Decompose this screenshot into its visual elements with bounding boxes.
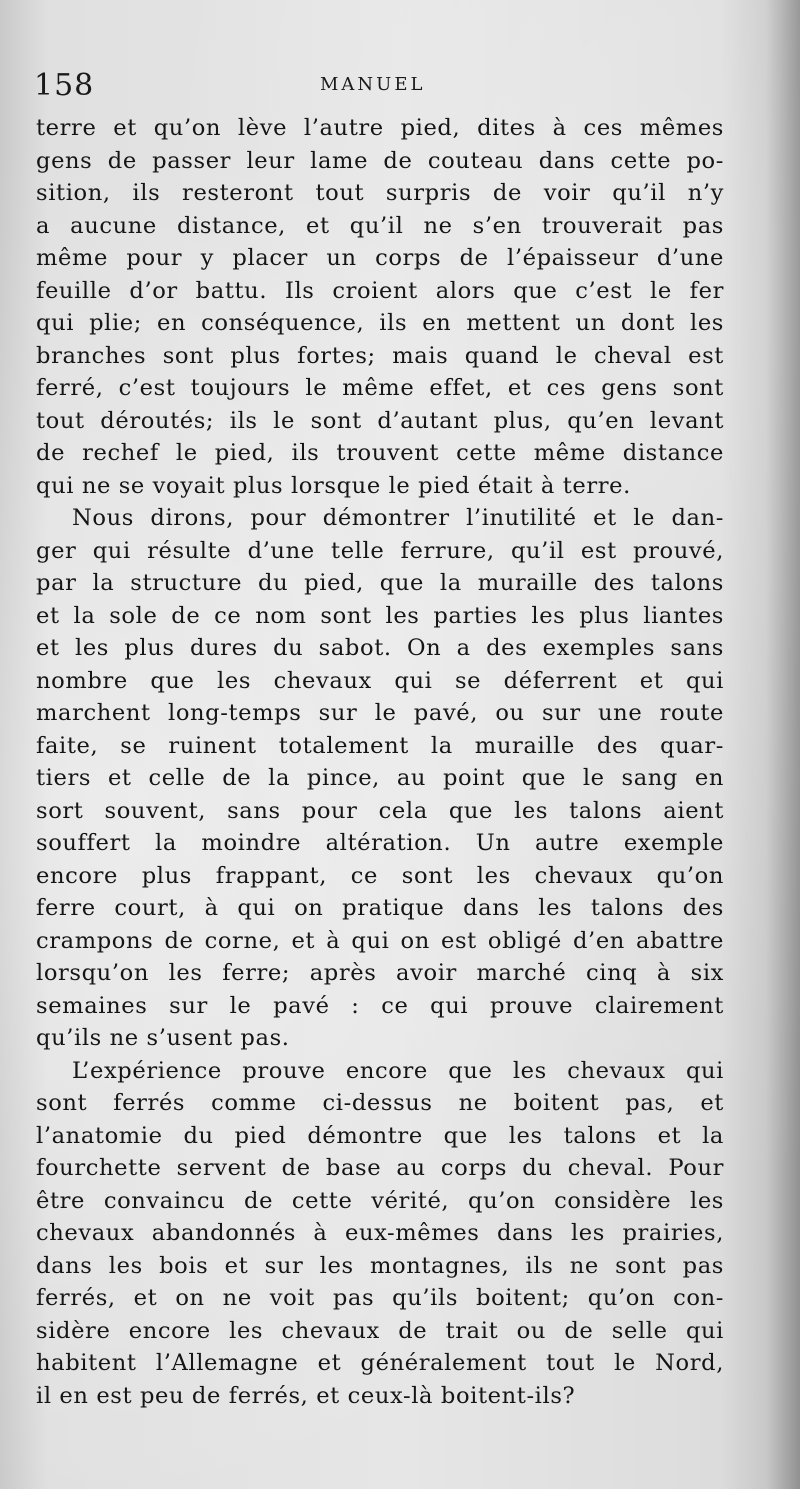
text-line: être convaincu de cette vérité, qu’on considère les: [36, 1187, 724, 1214]
text-line: L’expérience prouve encore que les chevaux qui: [72, 1057, 724, 1084]
text-line: ferre court, à qui on pratique dans les talons des: [36, 895, 724, 921]
text-line: ger qui résulte d’une telle ferrure, qu’il est prouvé,: [36, 537, 724, 564]
text-line: sort souvent, sans pour cela que les talons aient: [36, 797, 724, 824]
text-line: souffert la moindre altération. Un autre exemple: [36, 830, 724, 856]
text-line: sont ferrés comme ci-dessus ne boitent pas, et: [36, 1090, 724, 1116]
text-line: crampons de corne, et à qui on est obligé d’en abattre: [36, 927, 724, 954]
text-line: terre et qu’on lève l’autre pied, dites à ces mêmes: [36, 115, 724, 141]
page-header: [34, 68, 724, 108]
text-line: ferrés, et on ne voit pas qu’ils boitent; qu’on con-: [36, 1285, 724, 1311]
text-line: habitent l’Allemagne et généralement tout le Nord,: [36, 1350, 724, 1376]
running-head: MANUEL: [320, 74, 426, 95]
text-line: branches sont plus fortes; mais quand le cheval est: [36, 342, 724, 369]
text-line: feuille d’or battu. Ils croient alors que c’est le fer: [36, 277, 724, 304]
text-line: semaines sur le pavé : ce qui prouve clairement: [36, 992, 724, 1019]
text-line: et les plus dures du sabot. On a des exemples sans: [36, 635, 724, 661]
text-line: nombre que les chevaux qui se déferrent et qui: [36, 667, 724, 694]
text-line: dans les bois et sur les montagnes, ils ne sont pas: [36, 1252, 724, 1279]
text-line: tiers et celle de la pince, au point que le sang en: [36, 765, 724, 791]
text-line: gens de passer leur lame de couteau dans cette po-: [36, 147, 724, 174]
text-line: a aucune distance, et qu’il ne s’en trouverait pas: [36, 212, 724, 239]
text-line: l’anatomie du pied démontre que les talons et la: [36, 1122, 724, 1149]
text-line: sidère encore les chevaux de trait ou de selle qui: [36, 1317, 724, 1344]
text-line: tout déroutés; ils le sont d’autant plus, qu’en levant: [36, 407, 724, 434]
text-line: de rechef le pied, ils trouvent cette même distance: [36, 440, 724, 466]
text-line: même pour y placer un corps de l’épaisseur d’une: [36, 245, 724, 271]
text-line: fourchette servent de base au corps du cheval. Pour: [36, 1155, 724, 1181]
text-line: il en est peu de ferrés, et ceux-là boitent-ils?: [36, 1382, 576, 1409]
text-line: qui plie; en conséquence, ils en mettent un dont les: [36, 310, 724, 336]
page-number: 158: [34, 68, 95, 103]
text-line: et la sole de ce nom sont les parties les plus liantes: [36, 602, 724, 629]
text-line: qu’ils ne s’usent pas.: [36, 1025, 290, 1051]
text-line: encore plus frappant, ce sont les chevaux qu’on: [36, 862, 724, 889]
page-edge-shadow: [766, 0, 800, 1489]
text-line: ferré, c’est toujours le même effet, et ces gens sont: [36, 375, 724, 401]
text-line: marchent long-temps sur le pavé, ou sur une route: [36, 700, 724, 726]
text-line: lorsqu’on les ferre; après avoir marché cinq à six: [36, 960, 724, 986]
text-line: par la structure du pied, que la muraille des talons: [36, 570, 724, 596]
text-line: faite, se ruinent totalement la muraille des quar-: [36, 732, 724, 759]
text-line: sition, ils resteront tout surpris de voir qu’il n’y: [36, 180, 724, 206]
text-line: Nous dirons, pour démontrer l’inutilité et le dan-: [72, 505, 724, 531]
text-line: qui ne se voyait plus lorsque le pied était à terre.: [36, 472, 631, 499]
body-text: [36, 112, 724, 1412]
text-line: chevaux abandonnés à eux-mêmes dans les prairies,: [36, 1220, 724, 1246]
